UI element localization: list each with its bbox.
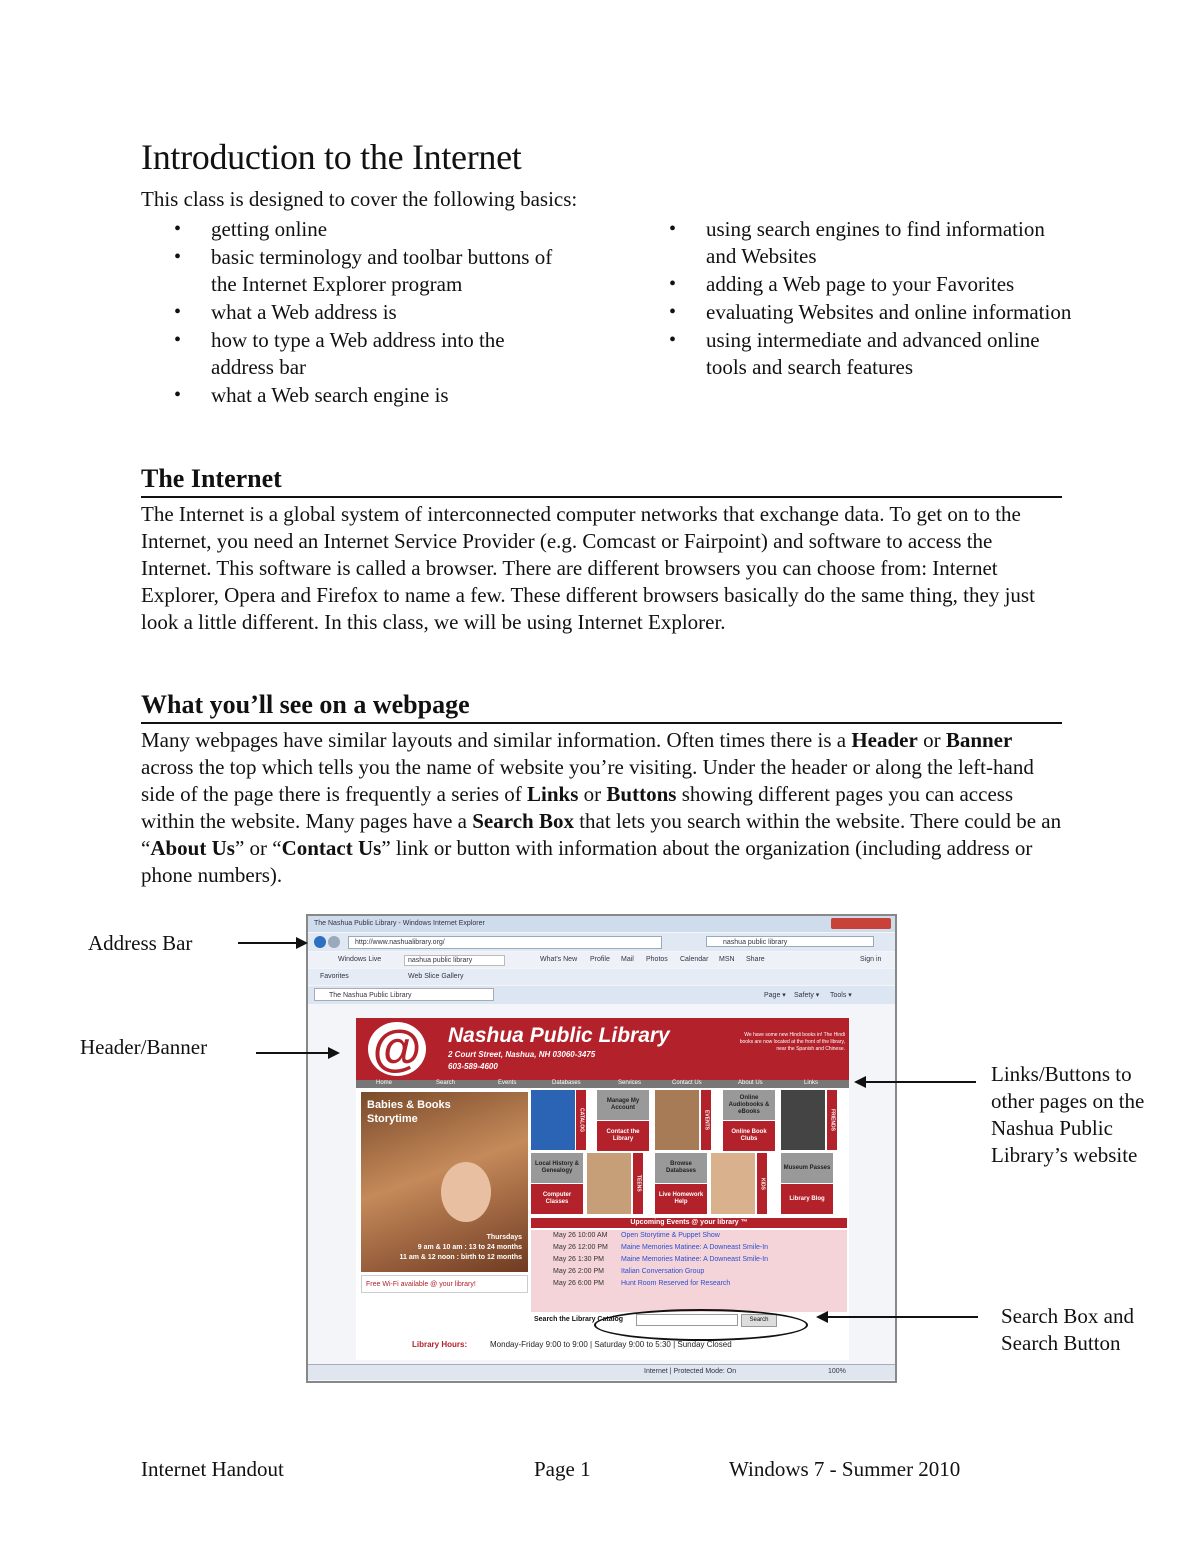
wifi-notice: Free Wi-Fi available @ your library! — [361, 1275, 528, 1293]
callout-header-banner: Header/Banner — [80, 1035, 208, 1059]
links-item: Mail — [621, 956, 634, 963]
banner-note: We have some new Hindi books in! The Hindi books are now located at the front of the library, near the Spanish and Chinese. — [739, 1032, 845, 1052]
event-row: May 26 6:00 PM Hunt Room Reserved for Research — [553, 1280, 731, 1287]
catalog-photo-icon — [531, 1090, 575, 1150]
zoom-level: 100% — [828, 1368, 846, 1375]
list-item: • what a Web address is — [141, 299, 571, 326]
links-item: What's New — [540, 956, 578, 963]
browser-tab: The Nashua Public Library — [314, 988, 494, 1001]
webpage-paragraph: Many webpages have similar layouts and similar information. Often times there is a Header or Banner across the top which tells you the name of website you’re visiting. Under the header or along the left-hand side of the page there is frequently a series of Links or Buttons showing different pages you can access within the website. Many pages have a Search Box that lets you search within the website. There could be an “About Us” or “Contact Us” link or button with information about the organization (including address or phone numbers). — [141, 728, 1062, 887]
list-item: • how to type a Web address into the address bar — [141, 327, 571, 381]
command-item: Page ▾ — [764, 992, 786, 999]
tab-row — [308, 986, 895, 1004]
footer-right: Windows 7 - Summer 2010 — [729, 1457, 961, 1481]
arrow-left-icon — [816, 1311, 828, 1323]
tile-link: Browse Databases — [655, 1153, 707, 1183]
list-item: • basic terminology and toolbar buttons of the Internet Explorer program — [141, 244, 571, 298]
tile-label: CATALOG — [576, 1090, 586, 1150]
arrow-left-icon — [854, 1076, 866, 1088]
child-photo-icon — [441, 1162, 491, 1222]
nav-link: Events — [498, 1080, 517, 1086]
promo-title: Babies & Books Storytime — [367, 1099, 451, 1125]
list-item: • adding a Web page to your Favorites — [636, 271, 1076, 298]
section-heading-webpage: What you’ll see on a webpage — [141, 690, 1062, 724]
favorites-bar — [308, 969, 895, 985]
browser-screenshot — [306, 914, 897, 1383]
footer-left: Internet Handout — [141, 1457, 284, 1481]
internet-paragraph: The Internet is a global system of interconnected computer networks that exchange data. To get on to the Internet, you need an Internet Service Provider (e.g. Comcast or Fairpoint) and software to access the Internet. This software is called a browser. There are different browsers you can choose from: Internet Explorer, Opera and Firefox to name a few. These different browsers basically do the same thing, they just look a little different. In this class, we will be using Internet Explorer. — [141, 502, 1035, 634]
arrow-right-icon — [328, 1047, 340, 1059]
library-webpage — [356, 1018, 849, 1360]
tile-link: Local History & Genealogy — [531, 1153, 583, 1183]
search-highlight-ellipse — [594, 1309, 808, 1341]
arrow-line — [866, 1081, 976, 1083]
tile-link: Museum Passes — [781, 1153, 833, 1183]
web-slice-label: Web Slice Gallery — [408, 973, 464, 980]
links-item: Calendar — [680, 956, 709, 963]
library-address: 2 Court Street, Nashua, NH 03060-3475 — [448, 1050, 596, 1059]
events-list — [531, 1230, 847, 1312]
arrow-line — [256, 1052, 330, 1054]
nav-link: Home — [376, 1080, 393, 1086]
status-zone: Internet | Protected Mode: On — [644, 1368, 737, 1375]
tile-label: FRIENDS — [827, 1090, 837, 1150]
list-item: • what a Web search engine is — [141, 382, 571, 409]
tile-link: Library Blog — [781, 1184, 833, 1214]
tile-link: Manage My Account — [597, 1090, 649, 1120]
nav-link: Contact Us — [672, 1080, 702, 1086]
callout-search: Search Box and Search Button — [1001, 1304, 1134, 1355]
favorites-label: Favorites — [320, 973, 349, 980]
links-item: Windows Live — [338, 956, 382, 963]
tile-link: Computer Classes — [531, 1184, 583, 1214]
footer-page-number: Page 1 — [534, 1457, 591, 1481]
library-tiles — [531, 1090, 849, 1216]
window-title-bar — [308, 916, 895, 932]
hours-text: Monday-Friday 9:00 to 9:00 | Saturday 9:00 to 5:30 | Sunday Closed — [490, 1340, 732, 1349]
promo-time: 9 am & 10 am : 13 to 24 months — [417, 1244, 522, 1251]
command-item: Tools ▾ — [830, 992, 852, 999]
window-title: The Nashua Public Library - Windows Internet Explorer — [314, 920, 485, 927]
arrow-right-icon — [296, 937, 308, 949]
nav-link: Links — [804, 1080, 819, 1086]
section-heading-internet: The Internet — [141, 464, 1062, 498]
library-phone: 603-589-4600 — [448, 1062, 498, 1071]
library-nav — [356, 1080, 849, 1088]
promo-time: 11 am & 12 noon : birth to 12 months — [399, 1254, 522, 1261]
arrow-line — [238, 942, 298, 944]
promo-day: Thursdays — [486, 1234, 522, 1241]
nav-link: Search — [436, 1080, 456, 1086]
event-row: May 26 2:00 PM Italian Conversation Group — [553, 1268, 705, 1275]
address-row — [308, 933, 895, 951]
nav-link: Services — [618, 1080, 642, 1086]
teens-photo-icon — [587, 1153, 631, 1214]
nav-link: Databases — [552, 1080, 581, 1086]
callout-address-bar: Address Bar — [88, 931, 193, 955]
command-item: Safety ▾ — [794, 992, 820, 999]
event-row: May 26 1:30 PM Maine Memories Matinee: A Downeast Smile-In — [553, 1256, 769, 1263]
arrow-line — [828, 1316, 978, 1318]
links-item: Share — [746, 956, 765, 963]
events-header: Upcoming Events @ your library ™ — [531, 1218, 847, 1228]
tile-label: TEENS — [633, 1153, 643, 1214]
back-icon — [314, 936, 326, 948]
storytime-promo — [361, 1092, 528, 1272]
list-item: • evaluating Websites and online information — [636, 299, 1076, 326]
tile-link: Contact the Library — [597, 1121, 649, 1151]
links-item: MSN — [719, 956, 735, 963]
close-window-icon — [831, 918, 891, 929]
library-name: Nashua Public Library — [448, 1024, 670, 1047]
catalog-search-button: Search — [741, 1314, 777, 1327]
intro-text: This class is designed to cover the following basics: — [141, 187, 578, 211]
forward-icon — [328, 936, 340, 948]
list-item: • using search engines to find information and Websites — [636, 216, 1076, 270]
tile-link: Online Audiobooks & eBooks — [723, 1090, 775, 1120]
live-search-box: nashua public library — [404, 955, 505, 966]
friends-photo-icon — [781, 1090, 825, 1150]
tile-link: Online Book Clubs — [723, 1121, 775, 1151]
callout-links-buttons: Links/Buttons to other pages on the Nashua Public Library’s website — [991, 1062, 1145, 1167]
reader-photo-icon — [655, 1090, 699, 1150]
tile-link: Live Homework Help — [655, 1184, 707, 1214]
bullet-list-right — [636, 216, 1076, 382]
list-item: • getting online — [141, 216, 571, 243]
page-title: Introduction to the Internet — [141, 137, 522, 177]
tile-label: KIDS — [757, 1153, 767, 1214]
event-row: May 26 10:00 AM Open Storytime & Puppet Show — [553, 1232, 720, 1239]
links-toolbar — [308, 952, 895, 968]
nav-link: About Us — [738, 1080, 763, 1086]
at-logo-icon: @ — [368, 1022, 426, 1076]
list-item: • using intermediate and advanced online tools and search features — [636, 327, 1076, 381]
links-item: Sign in — [860, 956, 882, 963]
event-row: May 26 12:00 PM Maine Memories Matinee: A Downeast Smile-In — [553, 1244, 769, 1251]
tile-label: EVENTS — [701, 1090, 711, 1150]
links-item: Profile — [590, 956, 610, 963]
library-banner — [356, 1018, 849, 1080]
kids-photo-icon — [711, 1153, 755, 1214]
status-bar — [308, 1364, 895, 1380]
catalog-search-label: Search the Library Catalog — [534, 1316, 624, 1323]
links-item: Photos — [646, 956, 668, 963]
browser-search-box: nashua public library — [706, 936, 874, 947]
hours-label: Library Hours: — [412, 1340, 468, 1349]
address-bar: http://www.nashualibrary.org/ — [348, 936, 662, 949]
bullet-list-left — [141, 216, 571, 410]
